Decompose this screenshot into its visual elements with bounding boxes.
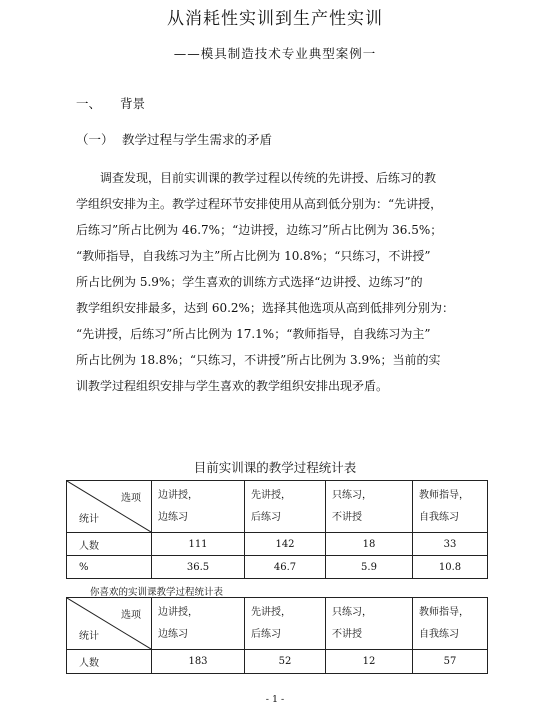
document-subtitle: ——模具制造技术专业典型案例一 <box>173 46 377 61</box>
paragraph-line: 调查发现，目前实训课的教学过程以传统的先讲授、后练习的教 <box>100 171 437 185</box>
paragraph-line: 教学组织安排最多，达到 60.2%；选择其他选项从高到低排列分别为： <box>76 301 454 315</box>
table-cell: 18 <box>326 533 413 556</box>
table-cell: 5.9 <box>326 556 413 579</box>
table-cell: 36.5 <box>152 556 245 579</box>
row-label: 人数 <box>67 650 152 674</box>
table-cell: 33 <box>413 533 488 556</box>
document-title: 从消耗性实训到生产性实训 <box>167 9 383 29</box>
paragraph-line: 所占比例为 5.9%；学生喜欢的训练方式选择“边讲授、边练习”的 <box>76 275 423 289</box>
row-label: % <box>67 556 152 579</box>
table-row <box>67 556 488 579</box>
corner-top-label: 选项 <box>121 493 141 504</box>
subsection-heading <box>76 130 272 148</box>
table2-caption: 你喜欢的实训课教学过程统计表 <box>90 587 224 598</box>
body-paragraph <box>76 165 488 399</box>
table-header-cell: 先讲授， 后练习 <box>245 598 326 650</box>
corner-top-label: 选项 <box>121 610 141 621</box>
corner-bottom-label: 统计 <box>79 514 99 525</box>
table-header-cell: 先讲授， 后练习 <box>245 481 326 533</box>
paragraph-line: 训教学过程组织安排与学生喜欢的教学组织安排出现矛盾。 <box>76 379 389 393</box>
paragraph-line: 所占比例为 18.8%；“只练习，不讲授”所占比例为 3.9%；当前的实 <box>76 353 441 367</box>
table-header-cell: 边讲授， 边练习 <box>152 598 245 650</box>
table-row <box>67 650 488 674</box>
paragraph-line: 学组织安排为主。教学过程环节安排使用从高到低分别为：“先讲授， <box>76 197 443 211</box>
table-cell: 10.8 <box>413 556 488 579</box>
table-header-cell: 只练习， 不讲授 <box>326 598 413 650</box>
row-label: 人数 <box>67 533 152 556</box>
subsection-number: （一） <box>76 132 114 147</box>
section-title: 背景 <box>120 96 146 111</box>
paragraph-line: “先讲授，后练习”所占比例为 17.1%；“教师指导，自我练习为主” <box>76 327 431 341</box>
subsection-title: 教学过程与学生需求的矛盾 <box>122 132 273 147</box>
table-header-cell: 只练习， 不讲授 <box>326 481 413 533</box>
paragraph-line: 后练习”所占比例为 46.7%；“边讲授，边练习”所占比例为 36.5%； <box>76 223 443 237</box>
table-header-cell: 教师指导， 自我练习 <box>413 598 488 650</box>
table1-caption: 目前实训课的教学过程统计表 <box>193 460 357 475</box>
page-number: - 1 - <box>265 694 285 705</box>
section-heading-background <box>76 94 145 112</box>
table-header-cell: 教师指导， 自我练习 <box>413 481 488 533</box>
section-number: 一、 <box>76 96 102 111</box>
paragraph-line: “教师指导，自我练习为主”所占比例为 10.8%；“只练习，不讲授” <box>76 249 431 263</box>
table-cell: 111 <box>152 533 245 556</box>
table-cell: 57 <box>413 650 488 674</box>
corner-bottom-label: 统计 <box>79 631 99 642</box>
table-cell: 183 <box>152 650 245 674</box>
table-cell: 52 <box>245 650 326 674</box>
table-row <box>67 533 488 556</box>
table-cell: 46.7 <box>245 556 326 579</box>
table-header-cell: 边讲授， 边练习 <box>152 481 245 533</box>
table-corner-cell <box>67 598 152 650</box>
table-cell: 12 <box>326 650 413 674</box>
preferred-teaching-process-table <box>66 597 488 674</box>
current-teaching-process-table <box>66 480 488 579</box>
table-cell: 142 <box>245 533 326 556</box>
table-corner-cell <box>67 481 152 533</box>
